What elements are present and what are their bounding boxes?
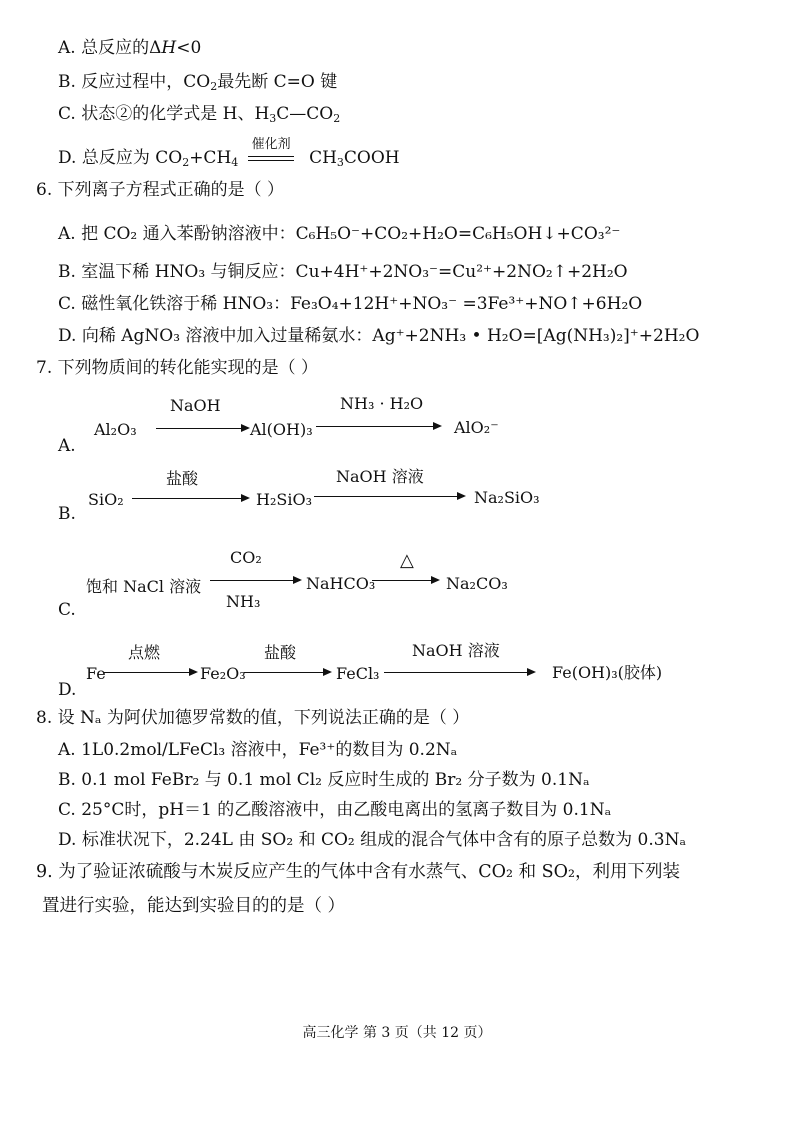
reaction-arrow (156, 428, 248, 429)
catalyst-equals-sign: 催化剂 (248, 153, 300, 163)
q8-option-a: A. 1L0.2mol/LFeCl₃ 溶液中，Fe³⁺的数目为 0.2Nₐ (58, 740, 458, 760)
reaction-arrow (244, 672, 330, 673)
q7-stem: 7. 下列物质间的转化能实现的是（ ） (36, 358, 319, 378)
q5-option-c: C. 状态②的化学式是 H、$H_3C—CO_2$ (58, 104, 341, 125)
q5-option-d: D. 总反应为 $CO_2+CH_4$ 催化剂 $CH_3COOH$ (58, 137, 400, 169)
reactant: SiO₂ (88, 490, 124, 509)
reagent-label: 点燃 (128, 643, 161, 662)
q6-option-c: C. 磁性氧化铁溶于稀 HNO₃：Fe₃O₄+12H⁺+NO₃⁻ =3Fe³⁺+NO↑+6H₂O (58, 294, 643, 314)
reaction-arrow (210, 580, 300, 581)
q8-stem: 8. 设 Nₐ 为阿伏加德罗常数的值，下列说法正确的是（ ） (36, 708, 470, 728)
reagent-label: NaOH 溶液 (412, 641, 500, 660)
q8-option-c: C. 25°C时，pH＝1 的乙酸溶液中，由乙酸电离出的氢离子数目为 0.1Nₐ (58, 800, 612, 820)
q6-stem: 6. 下列离子方程式正确的是（ ） (36, 180, 285, 200)
product: AlO₂⁻ (454, 418, 499, 437)
q6-option-a: A. 把 CO₂ 通入苯酚钠溶液中：C₆H₅O⁻+CO₂+H₂O=C₆H₅OH↓+CO₃²⁻ (58, 224, 621, 244)
reagent-label-bottom: NH₃ (226, 592, 261, 611)
intermediate: H₂SiO₃ (256, 490, 312, 509)
reaction-arrow (372, 580, 438, 581)
option-label: C. (58, 600, 76, 620)
reactant: Fe (86, 664, 106, 683)
option-label: D. (58, 680, 77, 700)
reagent-label: NaOH 溶液 (336, 467, 424, 486)
reactant: 饱和 NaCl 溶液 (86, 577, 202, 596)
product: Na₂CO₃ (446, 574, 508, 593)
heat-label: △ (400, 550, 414, 571)
reaction-arrow (132, 498, 248, 499)
intermediate: NaHCO₃ (306, 574, 376, 593)
q6-option-b: B. 室温下稀 HNO₃ 与铜反应：Cu+4H⁺+2NO₃⁻=Cu²⁺+2NO₂↑+2H₂O (58, 262, 628, 282)
reagent-label: NaOH (170, 396, 221, 415)
reagent-label: 盐酸 (264, 643, 297, 662)
q8-option-b: B. 0.1 mol FeBr₂ 与 0.1 mol Cl₂ 反应时生成的 Br₂ 分子数为 0.1Nₐ (58, 770, 590, 790)
intermediate: Al(OH)₃ (250, 420, 313, 439)
product: Fe(OH)₃(胶体) (552, 663, 663, 682)
reaction-arrow (314, 496, 464, 497)
reagent-label: 盐酸 (166, 469, 199, 488)
reaction-arrow (104, 672, 196, 673)
q6-option-d: D. 向稀 AgNO₃ 溶液中加入过量稀氨水：Ag⁺+2NH₃ • H₂O=[Ag(NH₃)₂]⁺+2H₂O (58, 326, 700, 346)
q5-option-a: A. 总反应的ΔH<0 (58, 38, 202, 58)
reagent-label: NH₃ · H₂O (340, 394, 424, 413)
reaction-arrow (384, 672, 534, 673)
reaction-arrow (316, 426, 440, 427)
q5-option-b: B. 反应过程中，$CO_2$最先断 C=O 键 (58, 72, 338, 93)
q9-stem-line2: 置进行实验，能达到实验目的的是（ ） (42, 896, 346, 916)
option-label: A. (58, 436, 76, 456)
q9-stem-line1: 9. 为了验证浓硫酸与木炭反应产生的气体中含有水蒸气、CO₂ 和 SO₂，利用下列装 (36, 862, 680, 882)
intermediate: Fe₂O₃ (200, 664, 246, 683)
reactant: Al₂O₃ (94, 420, 137, 439)
product: Na₂SiO₃ (474, 488, 540, 507)
reagent-label-top: CO₂ (230, 548, 262, 567)
q8-option-d: D. 标准状况下，2.24L 由 SO₂ 和 CO₂ 组成的混合气体中含有的原子总数为 0.3Nₐ (58, 830, 687, 850)
option-label: B. (58, 504, 76, 524)
intermediate: FeCl₃ (336, 664, 380, 683)
page-footer: 高三化学 第 3 页（共 12 页） (302, 1025, 492, 1041)
